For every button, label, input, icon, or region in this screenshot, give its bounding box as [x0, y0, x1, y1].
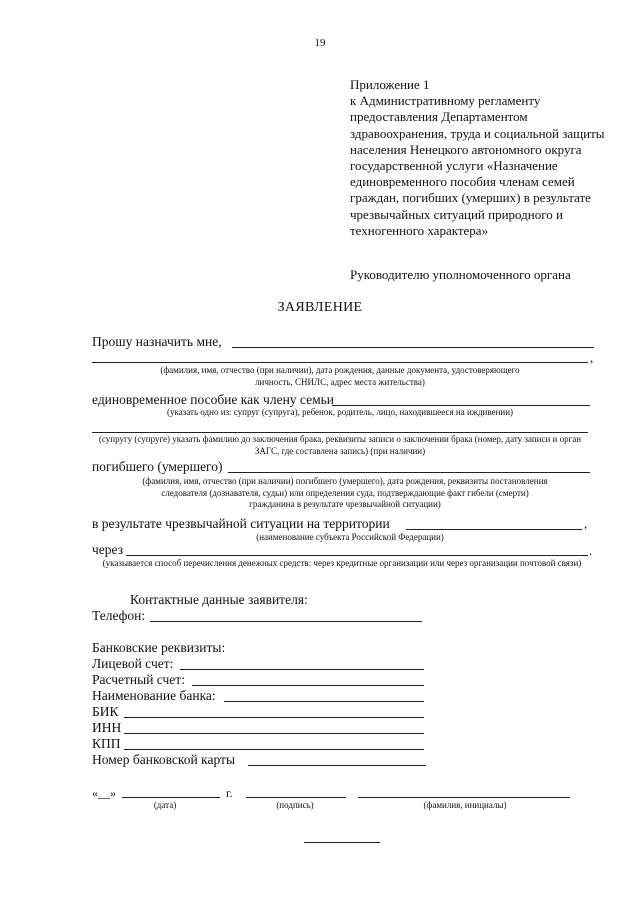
deceased-field[interactable] — [228, 472, 590, 473]
applicant-name-field[interactable] — [232, 347, 594, 348]
personal-account-label: Лицевой счет: — [92, 656, 174, 671]
phone-label: Телефон: — [92, 608, 146, 623]
inn-field[interactable] — [124, 733, 424, 734]
region-field[interactable] — [406, 529, 582, 530]
bik-label: БИК — [92, 704, 119, 719]
emergency-label: в результате чрезвычайной ситуации на территории — [92, 516, 390, 531]
relation-field[interactable] — [332, 405, 590, 406]
appendix-heading: Приложение 1 — [350, 77, 430, 92]
allowance-label: единовременное пособие как члену семьи — [92, 392, 334, 407]
bik-field[interactable] — [124, 717, 424, 718]
year-suffix: г. — [226, 786, 233, 800]
date-day: «__» — [92, 786, 116, 800]
region-hint: (наименование субъекта Российской Федерации) — [256, 532, 444, 542]
spouse-info-field[interactable] — [92, 432, 588, 433]
settlement-account-field[interactable] — [192, 685, 424, 686]
page-number: 19 — [314, 37, 326, 49]
comma-mark: , — [590, 350, 594, 365]
appendix-text: к Административному регламенту предоставления Департаментом здравоохранения, труда и социальной защиты населения Ненецкого автономного округа государственной услуги «Назначение единовременного пособия членам семей граждан, погибших (умерших) в результате чрезвычайных ситуаций природного и техногенного характера» — [350, 93, 605, 238]
card-number-field[interactable] — [248, 765, 426, 766]
kpp-field[interactable] — [124, 749, 424, 750]
full-name-field[interactable] — [358, 797, 570, 798]
appendix-block — [350, 77, 610, 239]
request-label: Прошу назначить мне, — [92, 334, 222, 349]
settlement-account-label: Расчетный счет: — [92, 672, 185, 687]
period-mark: . — [589, 543, 593, 558]
applicant-details-field[interactable] — [92, 362, 588, 363]
through-label: через — [92, 542, 124, 557]
deceased-hint: (фамилия, имя, отчество (при наличии) погибшего (умершего), дата рождения, реквизиты постановления следователя (дознавателя, судьи) или определения суда, подтверждающие факт гибели (смерти) гражданина в результате чрезвычайной ситуации) — [142, 476, 548, 509]
relation-hint: (указать одно из: супруг (супруга), ребенок, родитель, лицо, находившееся на иждивении) — [166, 407, 514, 417]
signature-field[interactable] — [246, 797, 346, 798]
bank-name-label: Наименование банка: — [92, 688, 216, 703]
contacts-heading: Контактные данные заявителя: — [130, 592, 308, 607]
payment-method-field[interactable] — [126, 555, 588, 556]
card-number-label: Номер банковской карты — [92, 752, 236, 767]
comma-mark: , — [584, 516, 588, 531]
phone-field[interactable] — [150, 621, 422, 622]
footer-separator — [304, 842, 380, 843]
personal-account-field[interactable] — [180, 669, 424, 670]
applicant-hint: (фамилия, имя, отчество (при наличии), дата рождения, данные документа, удостоверяющего личность, СНИЛС, адрес места жительства) — [160, 365, 520, 387]
name-hint: (фамилия, инициалы) — [423, 800, 507, 810]
date-field[interactable] — [122, 797, 220, 798]
bank-heading: Банковские реквизиты: — [92, 640, 226, 655]
sign-hint: (подпись) — [276, 800, 314, 810]
date-hint: (дата) — [153, 800, 177, 810]
inn-label: ИНН — [92, 720, 122, 735]
kpp-label: КПП — [92, 736, 121, 751]
addressee: Руководителю уполномоченного органа — [350, 267, 571, 282]
deceased-label: погибшего (умершего) — [92, 459, 223, 474]
document-title: ЗАЯВЛЕНИЕ — [277, 300, 363, 315]
bank-name-field[interactable] — [224, 701, 424, 702]
spouse-hint: (супругу (супруге) указать фамилию до заключения брака, реквизиты записи о заключении брака (номер, дату записи и орган ЗАГС, где составлена запись) (при наличии) — [98, 434, 582, 456]
payment-hint: (указывается способ перечисления денежных средств: через кредитные организации или через организации почтовой связи) — [102, 558, 582, 568]
